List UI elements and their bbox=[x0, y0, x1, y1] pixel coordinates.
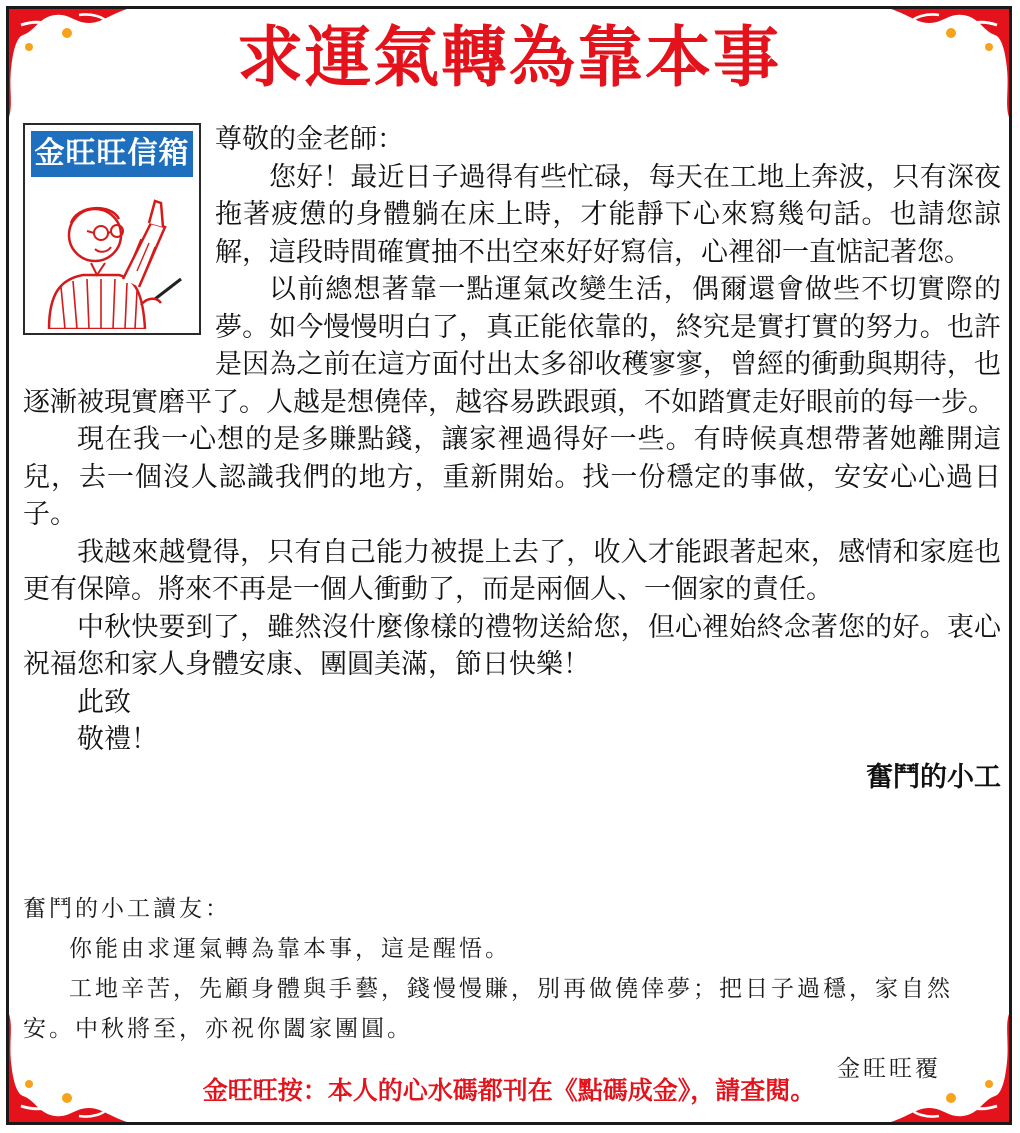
newspaper-column bbox=[6, 6, 1012, 1125]
letter-closing-1: 此致 bbox=[77, 686, 131, 718]
column-badge-title: 金旺旺信箱 bbox=[31, 131, 193, 177]
letter-paragraph: 以前總想著靠一點運氣改變生活，偶爾還會做些不切實際的夢。如今慢慢明白了，真正能依靠的，終究是實打實的努力。也許是因為之前在這方面付出太多卻收穫寥寥，曾經的衝動與期待，也逐漸被現實磨平了。人越是想僥倖，越容易跌跟頭，不如踏實走好眼前的每一步。 bbox=[23, 274, 1001, 418]
letter-closing-2: 敬禮！ bbox=[77, 724, 158, 755]
reply-paragraph: 你能由求運氣轉為靠本事，這是醒悟。 bbox=[69, 936, 511, 962]
reply-salutation: 奮鬥的小工讀友： bbox=[23, 896, 231, 922]
column-badge bbox=[23, 123, 201, 335]
letter-paragraph: 中秋快要到了，雖然沒什麼像樣的禮物送給您，但心裡始終念著您的好。衷心祝福您和家人身體安康、團圓美滿，節日快樂！ bbox=[23, 611, 1001, 680]
teacher-pointing-illustration-icon bbox=[31, 183, 193, 329]
footer-note: 金旺旺按：本人的心水碼都刊在《點碼成金》，請查閱。 bbox=[202, 1076, 816, 1105]
letter-paragraph: 我越來越覺得，只有自己能力被提上去了，收入才能跟著起來，感情和家庭也更有保障。將來不再是一個人衝動了，而是兩個人、一個家的責任。 bbox=[23, 536, 1001, 605]
letter-paragraph: 現在我一心想的是多賺點錢，讓家裡過得好一些。有時候真想帶著她離開這兒，去一個沒人認識我們的地方，重新開始。找一份穩定的事做，安安心心過日子。 bbox=[23, 424, 1001, 530]
reply-paragraph: 工地辛苦，先顧身體與手藝，錢慢慢賺，別再做僥倖夢；把日子過穩，家自然安。中秋將至，亦祝你闔家團圓。 bbox=[23, 976, 953, 1042]
headline: 求運氣轉為靠本事 bbox=[237, 18, 781, 96]
letter-signature: 奮鬥的小工 bbox=[866, 761, 1001, 793]
columnist-reply bbox=[23, 889, 1001, 1089]
letter-paragraph: 您好！最近日子過得有些忙碌，每天在工地上奔波，只有深夜拖著疲憊的身體躺在床上時，才能靜下心來寫幾句話。也請您諒解，這段時間確實抽不出空來好好寫信，心裡卻一直惦記著您。 bbox=[215, 161, 1001, 268]
reply-signature: 金旺旺覆 bbox=[837, 1056, 941, 1082]
letter-salutation: 尊敬的金老師： bbox=[215, 124, 404, 155]
